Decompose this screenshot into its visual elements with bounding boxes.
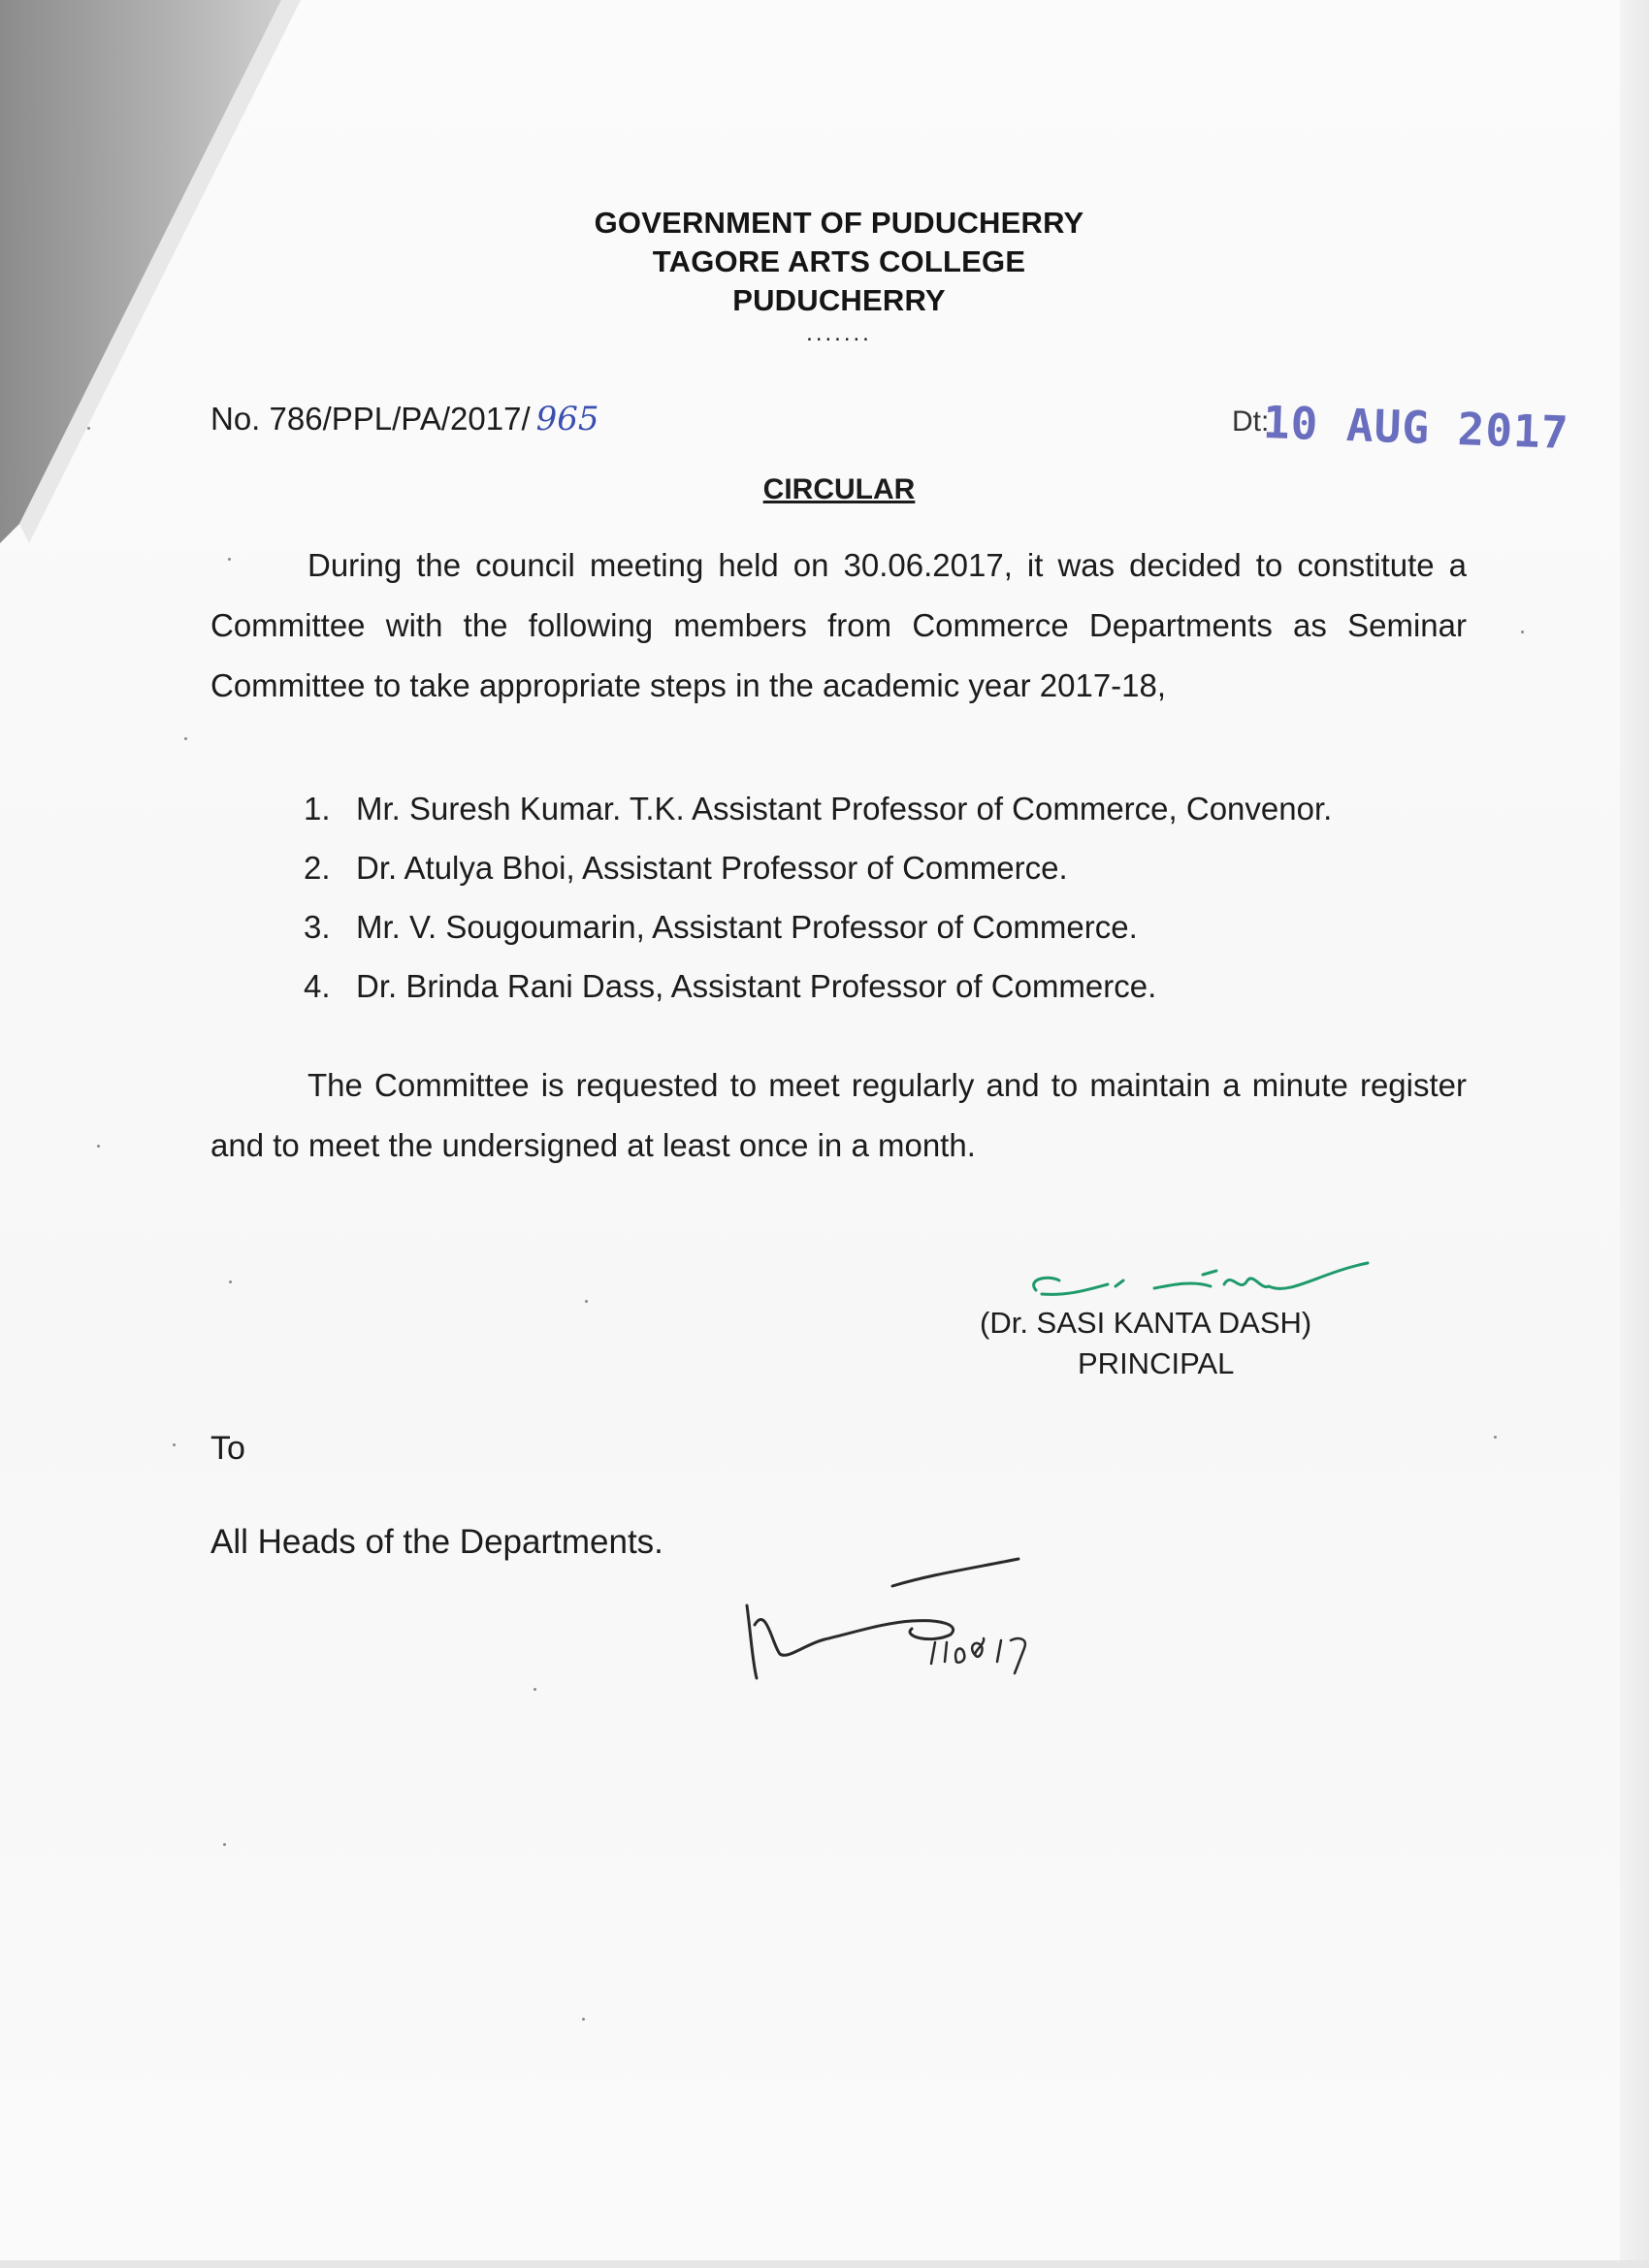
header-city: PUDUCHERRY [732, 283, 946, 317]
paper-speck [229, 1280, 232, 1283]
paper-speck [228, 558, 231, 561]
signatory-name: (Dr. SASI KANTA DASH) [980, 1306, 1312, 1340]
addressee: All Heads of the Departments. [210, 1523, 663, 1561]
paper-speck [87, 427, 90, 430]
receipt-initials [737, 1547, 1145, 1702]
to-label: To [210, 1430, 245, 1467]
paper-speck [223, 1843, 226, 1846]
body-paragraph-2: The Committee is requested to meet regularly and to maintain a minute register and to meet the undersigned at least once in a month. [210, 1067, 1467, 1163]
header-separator: ....... [806, 320, 872, 346]
signatory-title: PRINCIPAL [1078, 1346, 1235, 1380]
paper-speck [582, 2018, 585, 2021]
paper-speck [1521, 631, 1524, 633]
paper-speck [534, 1688, 536, 1691]
list-item: 3. Mr. V. Sougoumarin, Assistant Professor of Commerce. [304, 909, 1138, 945]
document-title: CIRCULAR [762, 473, 916, 505]
paper-speck [173, 1443, 176, 1446]
reference-number-handwritten: 965 [535, 400, 599, 438]
member-list [304, 779, 1332, 1016]
list-item: 4. Dr. Brinda Rani Dass, Assistant Professor of Commerce. [304, 968, 1157, 1004]
list-item: 1. Mr. Suresh Kumar. T.K. Assistant Professor of Commerce, Convenor. [304, 791, 1333, 826]
paper-speck [585, 1300, 588, 1303]
date-label: Dt: [1232, 405, 1270, 437]
date-stamp: 10 AUG 2017 [1262, 396, 1570, 459]
paper-speck [1494, 1436, 1497, 1439]
paper-speck [184, 737, 187, 740]
header-college: TAGORE ARTS COLLEGE [652, 244, 1026, 278]
reference-number-prefix: No. 786/PPL/PA/2017/ [210, 401, 531, 437]
header-government: GOVERNMENT OF PUDUCHERRY [594, 206, 1084, 240]
body-paragraph-1: During the council meeting held on 30.06.2017, it was decided to constitute a Committee with the following members from Commerce Departments as Seminar Committee to take appropriate steps in the academic year 2017-18, [210, 547, 1467, 703]
paper-speck [97, 1145, 100, 1148]
reference-number [210, 400, 599, 438]
list-item: 2. Dr. Atulya Bhoi, Assistant Professor of Commerce. [304, 850, 1068, 886]
page-bottom-edge [0, 2260, 1649, 2268]
